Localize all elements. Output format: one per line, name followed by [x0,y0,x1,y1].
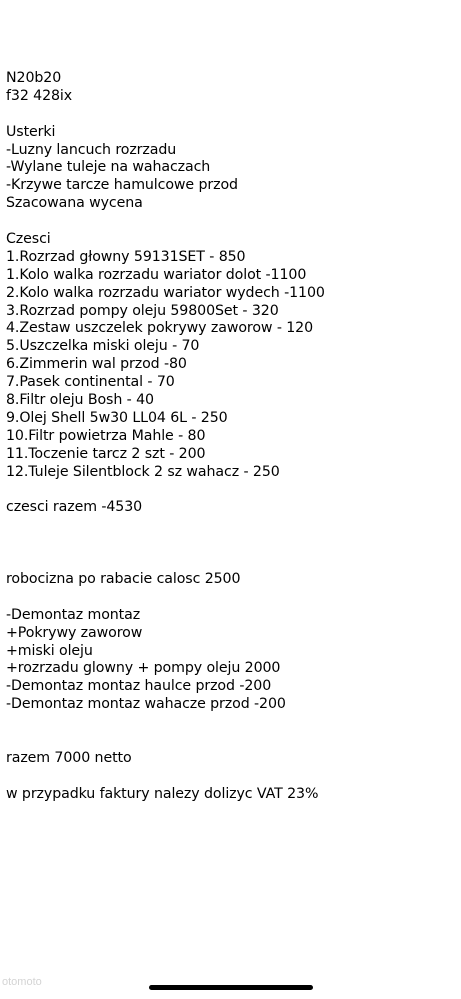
part-item: 12.Tuleje Silentblock 2 sz wahacz - 250 [6,463,280,480]
blank-line [6,589,458,607]
part-item: 3.Rozrzad pompy oleju 59800Set - 320 [6,302,279,319]
part-item: 8.Filtr oleju Bosh - 40 [6,392,154,409]
labor-heading: robocizna po rabacie calosc 2500 [6,570,241,587]
part-item: 2.Kolo walka rozrzadu wariator wydech -1100 [6,284,325,301]
blank-line [6,481,458,499]
parts-total: czesci razem -4530 [6,499,143,516]
fault-item: -Wylane tuleje na wahaczach [6,159,211,176]
blank-line [6,714,458,732]
part-item: 5.Uszczelka miski oleju - 70 [6,338,200,355]
part-item: 7.Pasek continental - 70 [6,374,175,391]
part-item: 9.Olej Shell 5w30 LL04 6L - 250 [6,409,228,426]
grand-total: razem 7000 netto [6,749,132,766]
part-item: 11.Toczenie tarcz 2 szt - 200 [6,445,206,462]
fault-item: -Luzny lancuch rozrzadu [6,141,177,158]
part-item: 10.Filtr powietrza Mahle - 80 [6,427,206,444]
blank-line [6,106,458,124]
part-item: 4.Zestaw uszczelek pokrywy zaworow - 120 [6,320,314,337]
labor-item: -Demontaz montaz wahacze przod -200 [6,696,286,713]
labor-item: +rozrzadu glowny + pompy oleju 2000 [6,660,281,677]
watermark-logo: otomoto [2,976,42,988]
note-line-model: f32 428ix [6,87,73,104]
labor-item: +Pokrywy zaworow [6,624,143,641]
blank-line [6,535,458,553]
estimate-label: Szacowana wycena [6,195,143,212]
note-content [6,70,458,804]
blank-line [6,553,458,571]
part-item: 1.Kolo walka rozrzadu wariator dolot -1100 [6,266,307,283]
faults-heading: Usterki [6,123,56,140]
labor-item: -Demontaz montaz haulce przod -200 [6,678,272,695]
vat-note: w przypadku faktury nalezy dolizyc VAT 23% [6,785,319,802]
note-line-engine: N20b20 [6,70,62,86]
part-item: 1.Rozrzad głowny 59131SET - 850 [6,248,246,265]
labor-item: -Demontaz montaz [6,606,141,623]
part-item: 6.Zimmerin wal przod -80 [6,356,187,373]
blank-line [6,213,458,231]
home-indicator[interactable] [149,985,313,990]
blank-line [6,768,458,786]
blank-line [6,732,458,750]
labor-item: +miski oleju [6,642,93,659]
fault-item: -Krzywe tarcze hamulcowe przod [6,177,238,194]
parts-heading: Czesci [6,231,51,248]
blank-line [6,517,458,535]
